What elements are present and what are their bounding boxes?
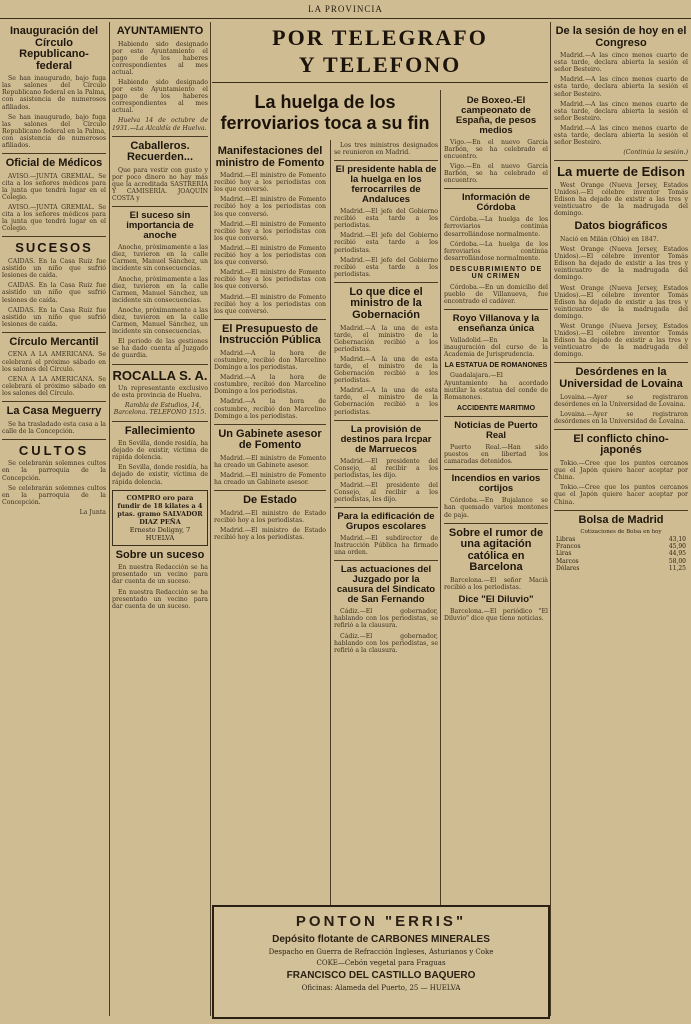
column-5 [444,92,548,899]
article-text: Madrid.—A la hora de costumbre, recibió don Marcelino Domingo a los periodistas. [214,349,326,372]
article-text: Madrid.—A las cinco menos cuarto de esta tarde, declara abierta la sesión el señor Besteiro. [554,52,688,74]
article-text: Los tres ministros designados se reunieron en Madrid. [334,142,438,157]
bolsa-name: Dólares [556,564,580,572]
bolsa-name: Francos [556,543,581,551]
divider [554,362,688,363]
banner-title [212,24,548,78]
banner-line-2: Y TELEFONO [298,52,462,77]
divider [2,332,106,333]
headline-grupos-escolares: Para la edificación de Grupos escolares [337,511,435,533]
headline-ayuntamiento: AYUNTAMIENTO [116,25,204,37]
article-text: Madrid.—A las cinco menos cuarto de esta tarde, declara abierta la sesión el señor Besteiro. [554,124,688,147]
article-text: Córdoba.—En un domicilio del pueblo de Villanueva, fue encontrado el cadáver. [444,283,548,305]
article-text: CAIDAS. En la Casa Ruiz fue asistido un niño que sufrió lesiones de caída. [2,282,106,304]
bolsa-name: Libras [556,536,576,544]
column-rule [210,22,211,1016]
column-rule [550,22,551,1016]
article-text: CAIDAS. En la Casa Ruiz fue asistido un niño que sufrió lesiones de caída. [2,258,106,280]
article-text: CENA A LA AMERICANA. Se celebrará el próximo sábado en los salones del Círculo. [2,375,106,397]
divider [334,507,438,508]
ad-text: Que para vestir con gusto y por poco dinero no hay más que la acreditada SASTRERÍA Y CAMISERÍA. JOAQUÍN COSTA y [112,166,208,203]
article-text: AVISO.—JUNTA GREMIAL. Se cita a los señores médicos para la junta que tendrá lugar en el Colegio. [2,204,106,233]
bolsa-name: Liras [556,550,572,558]
ad-text: Rambla de Estudios, 14, Barcelona. TELEFONO 1515. [113,402,207,417]
headline-rocalla: ROCALLA S. A. [112,367,208,383]
column-1 [2,22,106,1018]
divider [112,136,208,137]
bolsa-name: Marcos [556,557,579,565]
headline-mercantil: Círculo Mercantil [9,335,99,348]
divider [112,364,208,365]
divider [112,421,208,422]
table-row [554,558,688,565]
headline-sobre-suceso: Sobre un suceso [115,548,205,561]
article-text: Cádiz.—El gobernador, hablando con los periodistas, se refirió a la clausura. [334,632,438,654]
article-text: Madrid.—El ministro de Fomento ha creado un Gabinete asesor. [214,472,326,487]
headline-estado: De Estado [243,494,297,507]
article-text: Madrid.—El jefe del Gobierno recibió esta tarde a los periodistas. [334,256,438,278]
divider [2,439,106,440]
article-text: Madrid.—A la hora de costumbre, recibió don Marcelino Domingo a los periodistas. [214,398,326,420]
headline-circulo: Inauguración del Círculo Republicano-federal [9,25,98,72]
ad-subtitle: Depósito flotante de CARBONES MINERALES [272,934,490,945]
divider [2,153,106,154]
divider [334,560,438,561]
ad-ponton-erris [212,905,550,1019]
article-text: Cádiz.—El gobernador, hablando con los periodistas, se refirió a la clausura. [334,608,438,630]
article-text: Madrid.—El ministro de Fomento recibió hoy a los periodistas con los que conversó. [214,244,326,267]
table-row [554,543,688,550]
article-text: Habiendo sido designado por este Ayuntamiento el pago de los haberes correspondientes al mes actual. [112,40,208,76]
article-text: Barcelona.—El señor Macià recibió a los periodistas. [444,576,548,591]
headline-presidente: El presidente habla de la huelga en los ferrocarriles de Andaluces [335,164,437,206]
divider [214,319,326,320]
headline-cultos: CULTOS [18,442,90,458]
signature: La Junta [79,508,106,516]
article-text: Madrid.—A la una de esta tarde, el ministro de la Gobernación recibió a los periodistas. [334,387,438,416]
article-text: Madrid.—A la una de esta tarde, el ministro de la Gobernación recibió a los periodistas. [334,355,438,385]
headline-fallecimiento: Fallecimiento [124,424,196,437]
subhead-crimen: DESCUBRIMIENTO DE UN CRIMEN [449,265,543,281]
divider [444,416,548,417]
divider [2,401,106,402]
bolsa-subhead: Cotizaciones de Bolsa en hoy [580,529,662,536]
divider [554,510,688,511]
article-text: West Orange (Nueva Jersey, Estados Unidos).—El célebre inventor Tomás Edison ha dejado de existir a las tres y veinticuatro de la madrugada del domingo. [554,323,688,359]
article-text: Madrid.—El ministro de Estado recibió hoy a los periodistas. [214,526,326,542]
table-row [554,536,688,543]
ad-compro-oro [112,490,208,546]
article-text: West Orange (Nueva Jersey, Estados Unidos).—El célebre inventor Tomás Edison ha dejado de existir a las tres y veinticuatro de la madrugada del domingo. [554,246,688,282]
bolsa-value: 45,90 [668,543,686,551]
headline-lovaina: Desórdenes en la Universidad de Lovaina [559,366,683,391]
headline-biograficos: Datos biográficos [574,220,668,233]
bolsa-value: 11,25 [668,564,686,572]
divider [334,420,438,421]
divider [444,309,548,310]
headline-puerto-real: Noticias de Puerto Real [454,420,538,442]
headline-presupuesto: El Presupuesto de Instrucción Pública [219,322,321,347]
ad-address: Ernesto Deligny, 7 HUELVA [129,525,191,542]
article-text: Puerto Real.—Han sido puestos en libertad los camaradas detenidos. [444,444,548,466]
article-text: (Continúa la sesión.) [623,149,688,157]
masthead: LA PROVINCIA [0,0,691,19]
ad-address: Oficinas: Alameda del Puerto, 25 — HUELVA [301,984,461,992]
article-text: Se han inaugurado, bajo fuga las salones del Círculo Republicano federal en la Palma, con asistencia de numerosos afiliados. [2,113,106,150]
headline-medicos: Oficial de Médicos [5,157,103,170]
banner-rule [212,82,548,83]
headline-chino-japones: El conflicto chino-japonés [573,432,669,457]
column-rule [440,90,441,1016]
article-text: Madrid.—A las cinco menos cuarto de esta tarde, declara abierta la sesión el señor Besteiro. [554,76,688,98]
article-text: Madrid.—El jefe del Gobierno recibió esta tarde a los periodistas. [334,208,438,230]
article-text: Anoche, próximamente a las diez, tuvieron en la calle Carmen, Manuel Sánchez, un incidente sin consecuencias. [112,244,208,273]
subhead-estatua: LA ESTATUA DE ROMANONES [444,362,548,370]
headline-congreso: De la sesión de hoy en el Congreso [555,25,687,49]
bolsa-table [554,536,688,571]
article-text: West Orange (Nueva Jersey, Estados Unidos).—El célebre inventor Tomás Edison ha dejado de existir a las tres y veinticuatro de la madrugada del domingo. [554,284,688,320]
article-text: Córdoba.—En Bujalance se han quemado varios montones de paja. [444,497,548,519]
article-text: Valladolid.—En la inauguración del curso de la Academia de Jurisprudencia. [444,336,548,359]
headline-fomento: Manifestaciones del ministro de Fomento [215,145,325,169]
article-text: En Sevilla, donde residía, ha dejado de existir, víctima de rápida dolencia. [112,440,208,462]
article-text: Madrid.—El ministro de Fomento recibió hoy a los periodistas con los que conversó. [214,269,326,291]
article-text: Madrid.—El ministro de Estado recibió hoy a los periodistas. [214,509,326,524]
bolsa-value: 43,10 [668,536,686,544]
article-text: Se han inaugurado, bajo fuga las salones del Círculo Republicano federal en la Palma, con asistencia de numerosos afiliados. [2,75,106,111]
article-text: Barcelona.—El periódico "El Diluvio" dice que tiene noticias. [444,607,548,623]
article-text: Tokio.—Cree que los puntos cercanos que el Japón quiere hacer aceptar por China. [554,460,688,482]
divider [554,429,688,430]
divider [334,282,438,283]
article-text: Córdoba.—La huelga de los ferroviarios continúa desarrollándose normalmente. [444,216,548,238]
headline-diluvio: Dice "El Diluvio" [458,594,534,605]
article-text: Huelva 14 de octubre de 1931.—La Alcaldía de Huelva. [112,117,208,132]
article-text: Anoche, próximamente a las diez, tuvieron en la calle Carmen, Manuel Sánchez, un incidente sin consecuencias. [112,306,208,336]
subhead-accidente: ACCIDENTE MARITIMO [456,404,536,412]
article-text: Córdoba.—La huelga de los ferroviarios continúa desarrollándose normalmente. [444,240,548,262]
divider [214,490,326,491]
article-text: Anoche, próximamente a las diez, tuvieron en la calle Carmen, Manuel Sánchez, un incidente sin consecuencias. [112,275,208,304]
ad-text: COMPRO oro para fundir de 18 kilates a 4 ptas. gramo SALVADOR DIAZ PEÑA [117,493,203,526]
article-text: Se ha trasladado esta casa a la calle de la Concepción. [2,420,106,435]
article-text: Madrid.—El ministro de Fomento recibió hoy a los periodistas con los que conversó. [214,172,326,194]
column-3 [214,142,326,899]
article-text: Tokio.—Cree que los puntos cercanos que el Japón quiere hacer aceptar por China. [554,484,688,506]
article-text: Madrid.—El subdirector de Instrucción Pública ha firmado una orden. [334,535,438,557]
headline-suceso: El suceso sin importancia de anoche [126,210,194,242]
banner-line-1: POR TELEGRAFO [272,25,488,50]
article-text: Habiendo sido designado por este Ayuntamiento el pago de los haberes correspondientes al mes actual. [112,79,208,115]
article-text: Vigo.—En el nuevo García Barbón, se ha celebrado el encuentro. [444,138,548,161]
headline-incendios: Incendios en varios cortijos [451,473,541,495]
ad-text: Un representante exclusivo de esta provincia de Huelva. [112,385,208,400]
article-text: Madrid.—A la una de esta tarde, el ministro de la Gobernación recibió a los periodistas. [334,324,438,353]
divider [214,424,326,425]
article-text: Madrid.—El presidente del Consejo, al recibir a los periodistas, les dijo. [334,457,438,479]
article-text: CAIDAS. En la Casa Ruiz fue asistido un niño que sufrió lesiones de caída. [2,306,106,328]
article-text: Lovaina.—Ayer se registraron desórdenes en la Universidad de Lovaina. [554,410,688,425]
headline-gobernacion: Lo que dice el ministro de la Gobernación [349,285,423,321]
headline-meguerry: La Casa Meguerry [6,405,102,418]
divider [444,523,548,524]
table-row [554,550,688,557]
bolsa-value: 44,95 [668,550,686,558]
column-rule [109,22,110,1016]
article-text: Se celebrarán solemnes cultos en la parroquia de la Concepción. [2,484,106,506]
headline-agitacion: Sobre el rumor de una agitación católica en Barcelona [448,526,544,574]
article-text: Madrid.—El ministro de Fomento ha creado un Gabinete asesor. [214,454,326,469]
article-text: AVISO.—JUNTA GREMIAL. Se cita a los señores médicos para la junta que tendrá lugar en el Colegio. [2,172,106,201]
divider [112,206,208,207]
article-text: Vigo.—En el nuevo García Barbón, se ha celebrado el encuentro. [444,163,548,185]
article-text: Madrid.—El ministro de Fomento recibió hoy a los periodistas con los que conversó. [214,196,326,218]
main-headline: La huelga de los ferroviarios toca a su fin [220,92,430,133]
ad-owner: FRANCISCO DEL CASTILLO BAQUERO [286,970,476,981]
ad-title: PONTON "ERRIS" [295,913,467,930]
column-6 [554,22,688,1018]
headline-royo: Royo Villanova y la enseñanza única [452,312,540,334]
article-text: Guadalajara.—El Ayuntamiento ha acordado mutilar la estatua del conde de Romanones. [444,372,548,401]
article-text: Madrid.—El ministro de Fomento recibió hoy a los periodistas con los que conversó. [214,293,326,315]
article-text: En nuestra Redacción se ha presentado un vecino para dar cuenta de un suceso. [112,564,208,586]
headline-caballeros: Caballeros. Recuerden... [126,139,194,164]
article-text: Nació en Milán (Ohio) en 1847. [560,235,659,243]
article-text: En nuestra Redacción se ha presentado un vecino para dar cuenta de un suceso. [112,588,208,610]
article-text: Madrid.—El presidente del Consejo, al recibir a los periodistas, les dijo. [334,481,438,504]
article-text: Madrid.—El ministro de Fomento recibió hoy a los periodistas con los que conversó. [214,220,326,242]
article-text: CENA A LA AMERICANA. Se celebrará el próximo sábado en los salones del Círculo. [2,351,106,373]
ad-description: Despacho en Guerra de Refracción Ingleses, Asturianos y Coke [268,948,494,956]
divider [334,160,438,161]
ad-coke: COKE—Cebón vegetal para Fraguas [316,959,446,967]
divider [554,160,688,161]
article-text: West Orange (Nueva Jersey, Estados Unidos).—El célebre inventor Tomás Edison ha dejado de existir a las tres y veinticuatro de la madrugada del domingo. [554,181,688,218]
article-text: Madrid.—A la hora de costumbre, recibió don Marcelino Domingo a los periodistas. [214,374,326,396]
article-text: En Sevilla, donde residía, ha dejado de existir, víctima de rápida dolencia. [112,464,208,486]
divider [444,188,548,189]
column-4 [334,142,438,899]
article-text: Lovaina.—Ayer se registraron desórdenes en la Universidad de Lovaina. [554,393,688,408]
headline-bolsa: Bolsa de Madrid [578,513,664,526]
headline-edison: La muerte de Edison [557,164,685,180]
headline-cordoba: Información de Córdoba [461,192,531,214]
headline-boxeo: De Boxeo.-El campeonato de España, de pesos medios [455,95,537,136]
bolsa-value: 58,00 [668,557,686,565]
headline-gabinete: Un Gabinete asesor de Fomento [218,427,322,452]
article-text: Madrid.—A las cinco menos cuarto de esta tarde, declara abierta la sesión el señor Besteiro. [554,100,688,122]
column-2 [112,22,208,1018]
article-text: El periodo de las gestiones se ha dado cuenta al Juzgado de guardia. [112,338,208,360]
headline-juzgado: Las actuaciones del Juzgado por la causura del Sindicato de San Fernando [336,564,436,606]
headline-sucesos: SUCESOS [15,240,93,256]
column-rule [330,140,331,1016]
divider [444,469,548,470]
article-text: Madrid.—El jefe del Gobierno recibió esta tarde a los periodistas. [334,232,438,254]
table-row [554,565,688,572]
article-text: Se celebrarán solemnes cultos en la parroquia de la Concepción. [2,460,106,482]
headline-destinos: La provisión de destinos para Ircpar de Marruecos [340,423,432,455]
divider [2,236,106,237]
